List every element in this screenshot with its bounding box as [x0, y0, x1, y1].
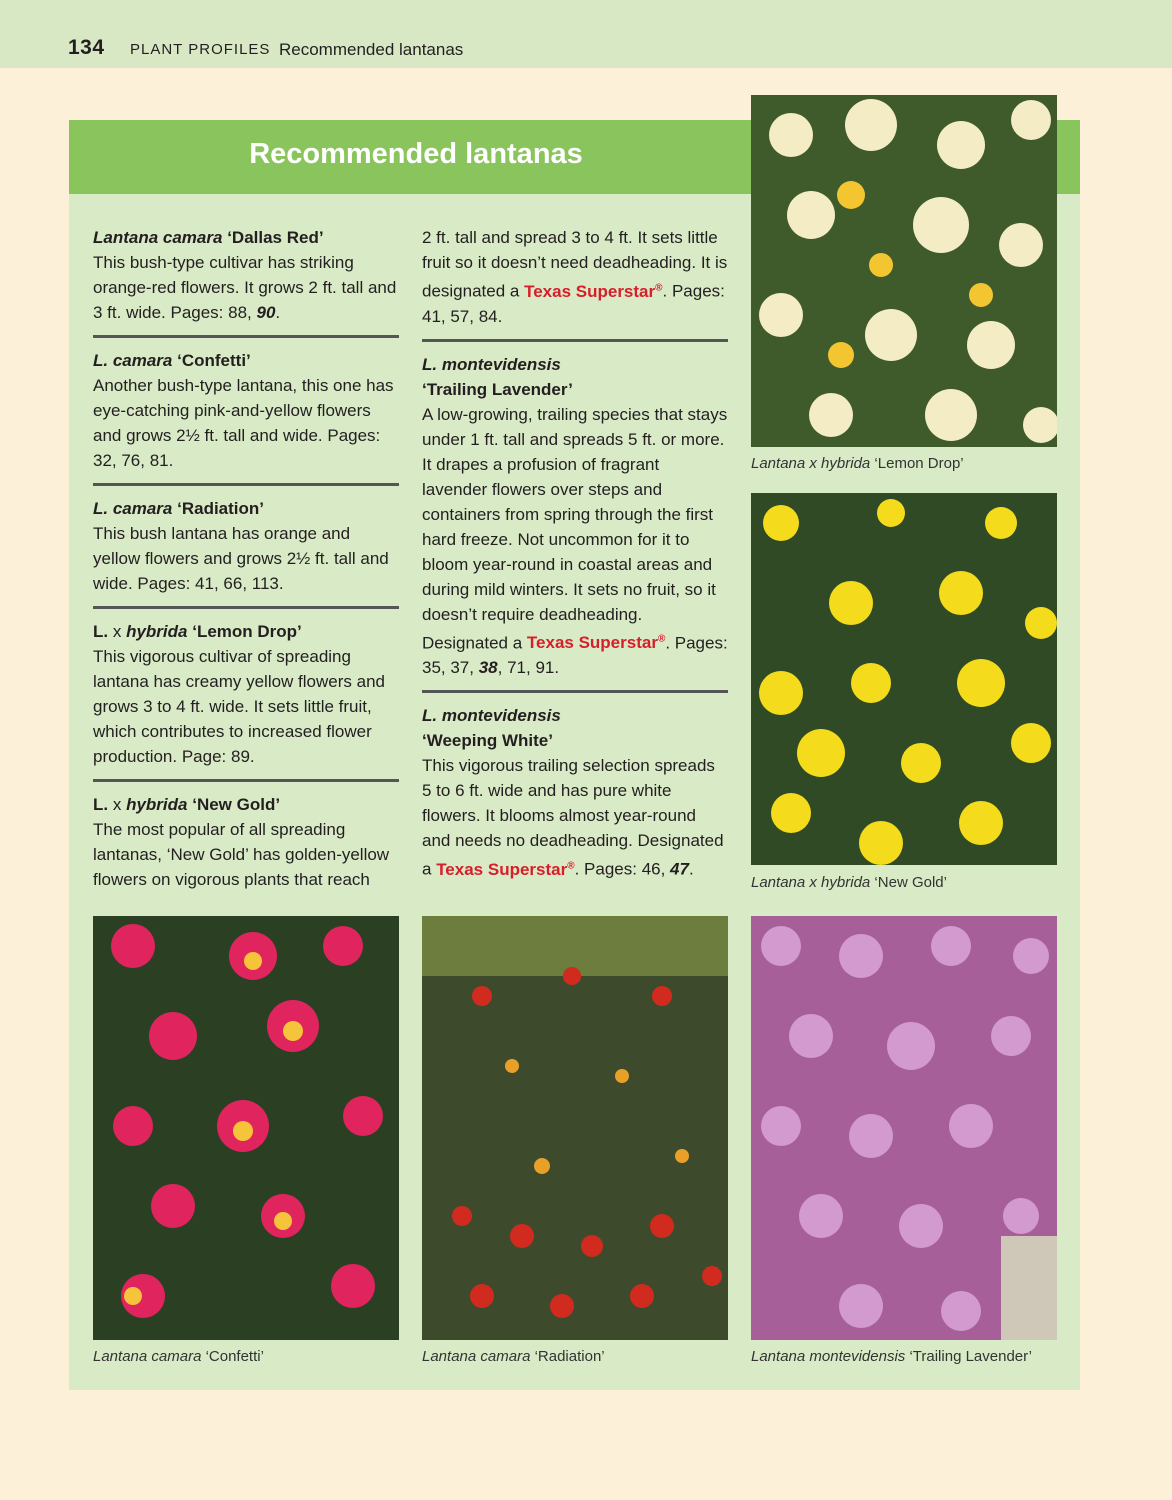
- entry-cultivar: ‘Weeping White’: [422, 731, 553, 751]
- entry-text: This vigorous trailing selection spreads 5 to 6 ft. wide and has pure white flowers. It blooms almost year-round and needs no deadheading. Designated a: [422, 756, 724, 879]
- photo-new-gold: [751, 493, 1057, 865]
- entry-weeping-white: L. montevidensis ‘Weeping White’ This vigorous trailing selection spreads 5 to 6 ft. wide and has pure white flowers. It blooms almost year-round and needs no deadheading. Designated a Texas Superstar®. Pages: 46, 47.: [422, 690, 728, 892]
- entry-trailing-lavender: L. montevidensis ‘Trailing Lavender’ A low-growing, trailing species that stays under 1 ft. tall and spreads 5 ft. or more. It drapes a profusion of fragrant lavender flowers over steps and containers from spring through the first hard freeze. Not uncommon for it to bloom year-round in coastal areas and during mild winters. It sets no fruit, so it doesn’t require deadheading. Designated a Texas Superstar®. Pages: 35, 37, 38, 71, 91.: [422, 339, 728, 691]
- page-header: [0, 0, 1172, 68]
- texas-superstar-label: Texas Superstar®: [436, 859, 575, 879]
- banner-title: Recommended lantanas: [249, 138, 583, 170]
- texas-superstar-label: Texas Superstar®: [526, 633, 666, 653]
- entry-text: The most popular of all spreading lantanas, ‘New Gold’ has golden-yellow flowers on vigorous plants that reach: [93, 820, 390, 889]
- text-column-left: [93, 225, 399, 902]
- entry-cultivar: ‘Confetti’: [177, 351, 251, 370]
- entry-dallas-red: Lantana camara ‘Dallas Red’ This bush-type cultivar has striking orange-red flowers. It grows 2 ft. tall and 3 ft. wide. Pages: 88, 90.: [93, 228, 397, 322]
- texas-superstar-label: Texas Superstar®: [524, 281, 663, 301]
- entry-cultivar: ‘Lemon Drop’: [192, 622, 302, 641]
- text-column-middle: [422, 225, 728, 892]
- entry-text: This bush-type cultivar has striking orange-red flowers. It grows 2 ft. tall and 3 ft. wide. Pages: 88,: [93, 253, 397, 322]
- entry-text: This bush lantana has orange and yellow flowers and grows 2½ ft. tall and wide. Pages: 41, 66, 113.: [93, 524, 389, 593]
- caption-lemon-drop: Lantana x hybrida ‘Lemon Drop’: [751, 455, 964, 472]
- topic-name: Recommended lantanas: [279, 40, 464, 59]
- photo-radiation: [422, 916, 728, 1340]
- page-number: 134: [68, 36, 105, 59]
- entry-genus: Lantana camara: [93, 228, 223, 247]
- entry-new-gold-continued: 2 ft. tall and spread 3 to 4 ft. It sets little fruit so it doesn’t need deadheading. It is designated a Texas Superstar®. Pages: 41, 57, 84.: [422, 228, 728, 326]
- entry-cultivar: ‘New Gold’: [192, 795, 281, 814]
- entry-radiation: [93, 483, 399, 606]
- entry-text: This vigorous cultivar of spreading lantana has creamy yellow flowers and grows 3 to 4 ft. wide. It sets little fruit, which contributes to increased flower production. Page: 89.: [93, 647, 385, 766]
- caption-confetti: Lantana camara ‘Confetti’: [93, 1348, 264, 1365]
- entry-genus: L. montevidensis: [422, 706, 561, 726]
- entry-new-gold: L. x hybrida ‘New Gold’ The most popular of all spreading lantanas, ‘New Gold’ has golden-yellow flowers on vigorous plants that reach: [93, 779, 399, 902]
- caption-trailing-lavender: Lantana montevidensis ‘Trailing Lavender’: [751, 1348, 1033, 1365]
- entry-lemon-drop: L. x hybrida ‘Lemon Drop’ This vigorous cultivar of spreading lantana has creamy yellow flowers and grows 3 to 4 ft. wide. It sets little fruit, which contributes to increased flower production. Page: 89.: [93, 606, 399, 779]
- caption-new-gold: Lantana x hybrida ‘New Gold’: [751, 874, 947, 891]
- entry-cultivar: ‘Dallas Red’: [227, 228, 324, 247]
- entry-bold-page: 90: [256, 303, 276, 322]
- entry-text: 2 ft. tall and spread 3 to 4 ft. It sets little fruit so it doesn’t need deadheading. It is designated a: [422, 228, 728, 301]
- section-name: PLANT PROFILES: [130, 41, 271, 58]
- entry-text: A low-growing, trailing species that stays under 1 ft. tall and spreads 5 ft. or more. It drapes a profusion of fragrant lavender flowers over steps and containers from spring through the first hard freeze. Not uncommon for it to bloom year-round in coastal areas and during mild winters. It sets no fruit, so it doesn’t require deadheading. Designated a: [422, 404, 728, 653]
- entry-confetti: [93, 335, 399, 483]
- entry-bold-page: 38: [478, 658, 498, 678]
- photo-trailing-lavender: [751, 916, 1057, 1340]
- caption-radiation: Lantana camara ‘Radiation’: [422, 1348, 605, 1365]
- entry-genus: L. camara: [93, 351, 173, 370]
- entry-cultivar: ‘Radiation’: [177, 499, 265, 518]
- photo-confetti: [93, 916, 399, 1340]
- entry-bold-page: 47: [670, 859, 689, 879]
- photo-lemon-drop: [751, 95, 1057, 447]
- entry-text: Another bush-type lantana, this one has eye-catching pink-and-yellow flowers and grows 2½ ft. tall and wide. Pages: 32, 76, 81.: [93, 376, 394, 470]
- entry-genus: L. montevidensis: [422, 354, 561, 374]
- entry-cultivar: ‘Trailing Lavender’: [422, 379, 573, 399]
- entry-genus: L. camara: [93, 499, 173, 518]
